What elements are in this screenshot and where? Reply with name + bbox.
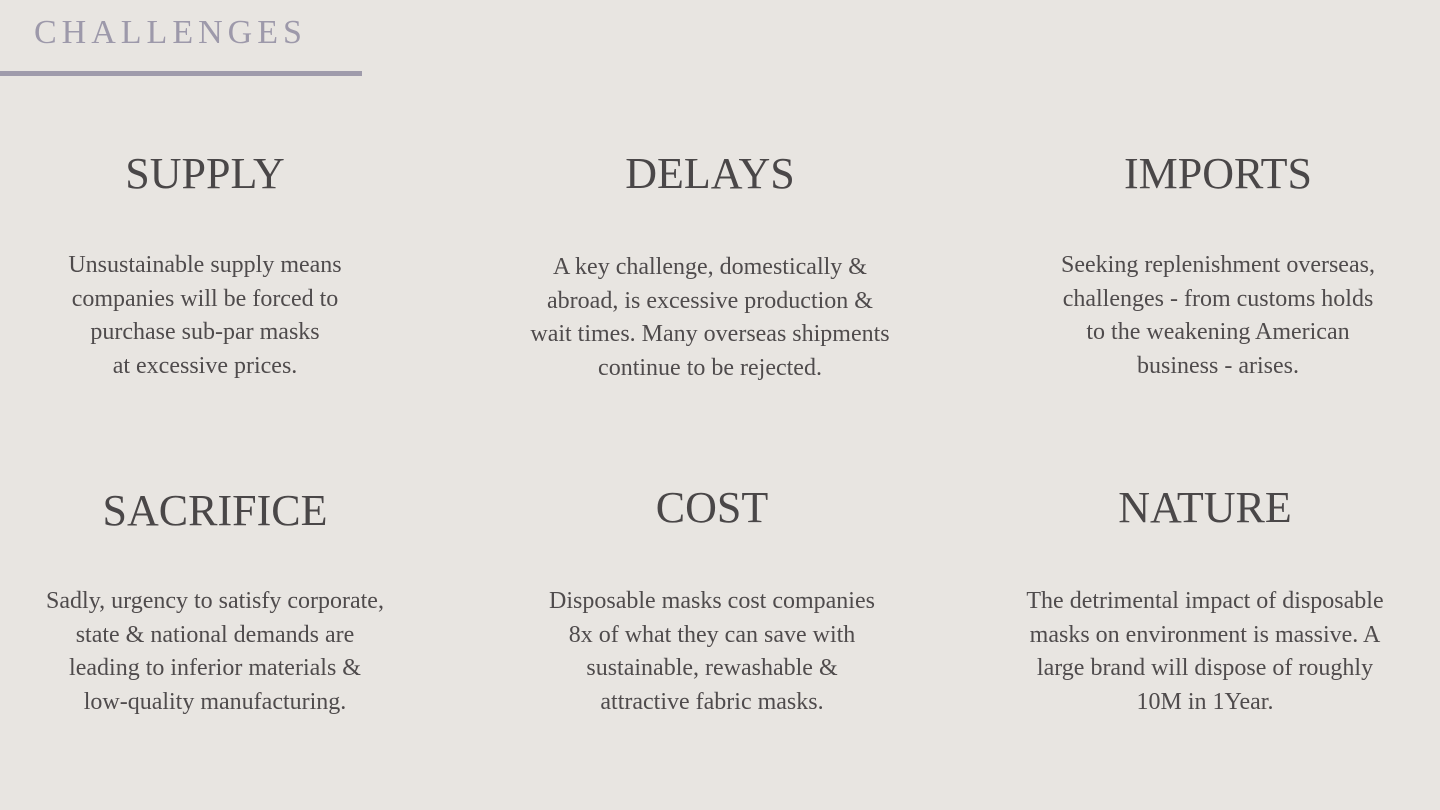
description-line: masks on environment is massive. A bbox=[1029, 621, 1381, 648]
description-line: companies will be forced to bbox=[71, 285, 339, 312]
description-line: large brand will dispose of roughly bbox=[1036, 655, 1374, 681]
card-heading: SUPPLY bbox=[125, 149, 285, 198]
card-heading: IMPORTS bbox=[1123, 149, 1313, 198]
card-description bbox=[1013, 249, 1423, 383]
description-line: wait times. Many overseas shipments bbox=[530, 321, 890, 347]
card-description bbox=[5, 585, 425, 719]
description-line: abroad, is excessive production & bbox=[547, 287, 873, 314]
description-line: 8x of what they can save with bbox=[568, 621, 856, 648]
challenge-card-cost bbox=[507, 482, 917, 722]
section-title: CHALLENGES bbox=[34, 14, 307, 51]
description-line: 10M in 1Year. bbox=[1136, 688, 1274, 715]
card-heading: COST bbox=[655, 483, 769, 532]
description-line: A key challenge, domestically & bbox=[553, 254, 867, 280]
description-line: challenges - from customs holds bbox=[1062, 285, 1374, 312]
description-line: sustainable, rewashable & bbox=[586, 655, 838, 681]
card-description bbox=[500, 251, 920, 385]
card-description bbox=[507, 585, 917, 719]
description-line: attractive fabric masks. bbox=[600, 688, 824, 715]
description-line: The detrimental impact of disposable bbox=[1026, 588, 1384, 614]
description-line: low-quality manufacturing. bbox=[83, 688, 347, 715]
card-description bbox=[995, 585, 1415, 719]
challenge-card-sacrifice bbox=[5, 485, 425, 725]
description-line: Disposable masks cost companies bbox=[549, 588, 875, 614]
description-line: Seeking replenishment overseas, bbox=[1061, 252, 1375, 278]
card-heading: SACRIFICE bbox=[102, 486, 328, 535]
description-line: purchase sub-par masks bbox=[90, 319, 320, 345]
description-line: Unsustainable supply means bbox=[68, 252, 342, 278]
challenge-card-imports bbox=[1013, 148, 1423, 388]
card-heading: DELAYS bbox=[625, 149, 795, 198]
card-description bbox=[5, 249, 405, 383]
challenge-card-supply bbox=[5, 148, 405, 388]
card-heading: NATURE bbox=[1118, 483, 1292, 532]
description-line: continue to be rejected. bbox=[598, 354, 822, 381]
challenge-card-delays bbox=[500, 148, 920, 388]
description-line: business - arises. bbox=[1137, 352, 1299, 379]
description-line: to the weakening American bbox=[1086, 319, 1350, 345]
description-line: leading to inferior materials & bbox=[69, 655, 361, 681]
title-underline bbox=[0, 71, 362, 76]
challenge-card-nature bbox=[995, 482, 1415, 722]
description-line: Sadly, urgency to satisfy corporate, bbox=[46, 588, 384, 614]
description-line: state & national demands are bbox=[75, 621, 355, 648]
description-line: at excessive prices. bbox=[112, 352, 298, 379]
